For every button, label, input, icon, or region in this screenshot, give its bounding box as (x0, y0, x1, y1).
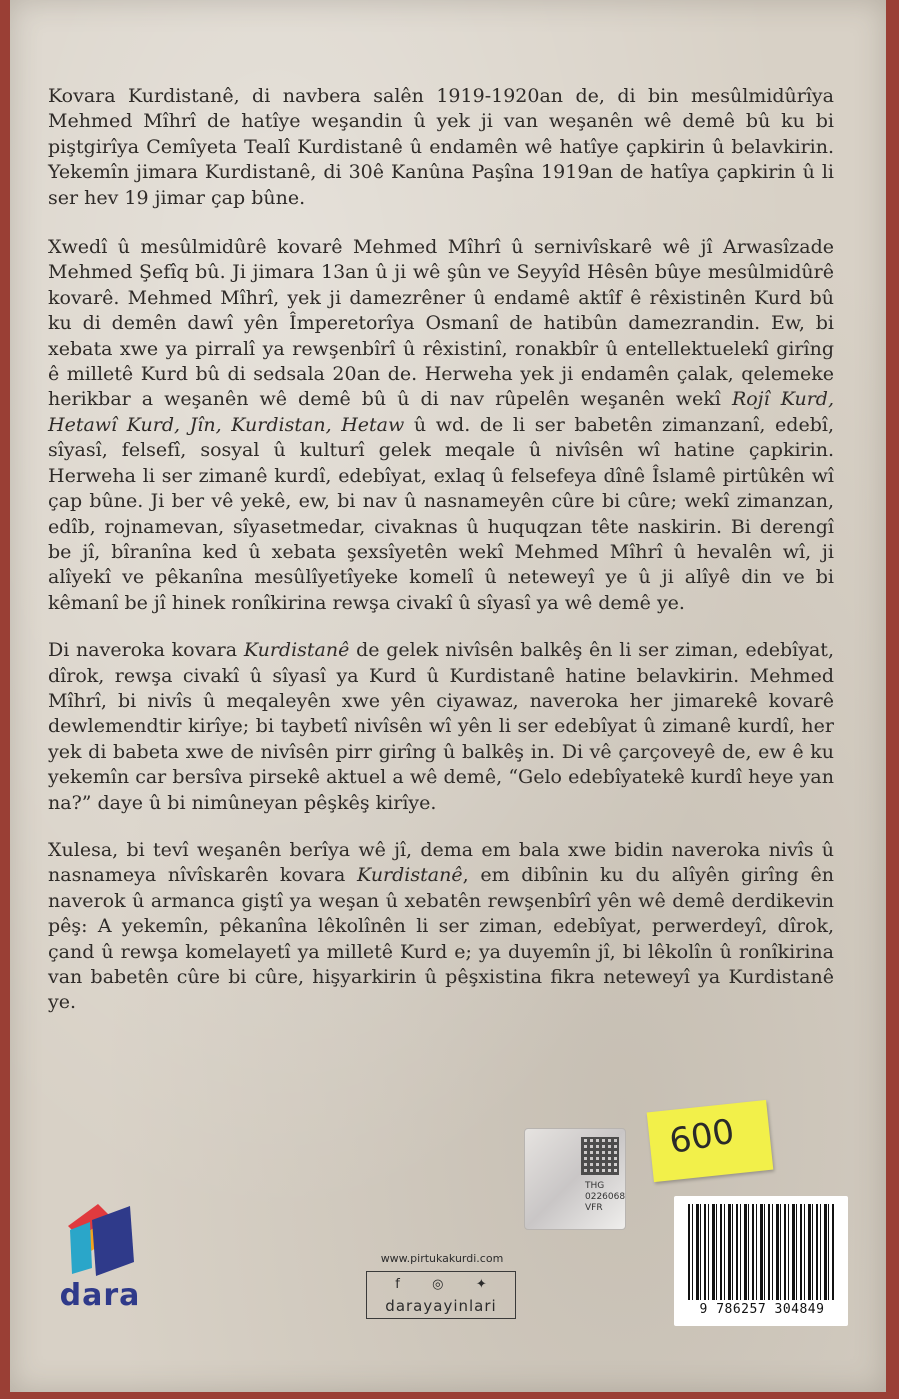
paragraph-2 (48, 235, 834, 616)
paragraph-3-after: de gelek nivîsên balkêş ên li ser ziman, edebîyat, dîrok, rewşa civakî û sîyasî ya Kurd û Kurdistanê hatine belavkirin. Mehmed Mîhrî, bi nivîs û meqaleyên xwe yên ciyawaz, naveroka her jimarekê kovarê dewlemendtir kirîye; bi taybetî nivîsên wî yên li ser edebîyat û zimanê kurdî, her yek di babeta xwe de nivîsên pirr girîng û balkêş in. Di vê çarçoveyê de, ew ê ku yekemîn car bersîva pirsekê aktuel a wê demê, “Gelo edebîyatekê kurdî heye yan na?” daye û bi nimûneyan pêşkêş kirîye. (48, 639, 834, 814)
isbn-digits: 9 786257 304849 (699, 1302, 825, 1317)
paragraph-1 (48, 84, 834, 211)
paragraph-4-after: , em dibînin ku du alîyên girîng ên naverok û armanca giştî ya weşan û xebatên rewşenbîrî yên wê demê derdikevin pêş: A yekemîn, pêkanîna lêkolînên li ser ziman, edebîyat, perwerdeyî, dîrok, çand û rewşa komelayetî ya milletê Kurd e; ya duyemîn jî, bi lêkolîn û ronîkirina van babetên cûre bi cûre, hişyarkirin û pêşxistina fikra neteweyî ya Kurdistanê ye. (48, 864, 835, 1014)
barcode-bars (688, 1204, 836, 1300)
dara-logo-icon (50, 1196, 150, 1282)
publisher-info (362, 1252, 522, 1319)
paragraph-2-italic: Rojî Kurd, Hetawî Kurd, Jîn, Kurdistan, Hetaw (48, 388, 834, 436)
paragraph-4-before: Xulesa, bi tevî weşanên berîya wê jî, dema em bala xwe bidin naveroka nivîs û nasnameya nîvîskarên kovara (48, 838, 834, 887)
facebook-icon: f (395, 1277, 400, 1292)
instagram-icon: ◎ (432, 1277, 444, 1292)
paragraph-4 (48, 838, 834, 1016)
qr-code-icon (581, 1137, 619, 1175)
paragraph-3-before: Di naveroka kovara (48, 639, 244, 662)
paragraph-4-italic: Kurdistanê (357, 864, 463, 887)
publisher-name: darayayinlari (385, 1297, 497, 1315)
hologram-text: THG 0226068 VFR (585, 1181, 626, 1213)
twitter-icon: ✦ (475, 1277, 487, 1292)
price-value: 600 (666, 1111, 738, 1163)
paragraph-2-before: Xwedî û mesûlmidûrê kovarê Mehmed Mîhrî û sernivîskarê wê jî Arwasîzade Mehmed Şefîq bû. Ji jimara 13an û ji wê şûn ve Seyyîd Hêsên bûye mesûlmidûrê kovarê. Mehmed Mîhrî, yek ji damezrêner û endamê aktîf ê rêxistinên Kurd bû ku di demên dawî yên Împeretorîya Osmanî de hatibûn damezrandin. Ew, bi xebata xwe ya pirralî ya rewşenbîrî û rêxistinî, ronakbîr û entellektuelekî girîng ê milletê Kurd bû di sedsala 20an de. Herweha yek ji endamên çalak, qelemeke herikbar a weşanên wê demê bû û di nav rûpelên weşanên wekî (48, 236, 834, 411)
paragraph-3-italic: Kurdistanê (243, 639, 350, 662)
book-back-cover (10, 0, 886, 1392)
barcode (674, 1196, 848, 1326)
publisher-logo (50, 1196, 150, 1326)
hologram-sticker (524, 1128, 626, 1230)
paragraph-2-after: û wd. de li ser babetên zimanzanî, edebî, sîyasî, felsefî, sosyal û kulturî gelek meqale û nivîsên wî hatine çapkirin. Herweha li ser zimanê kurdî, edebîyat, exlaq û felsefeya dînê Îslamê pirtûkên wî çap bûne. Ji ber vê yekê, ew, bi nav û nasnameyên cûre bi cûre; wekî zimanzan, edîb, rojnamevan, sîyasetmedar, civaknas û huquqzan tête naskirin. Bi derengî be jî, bîranîna ked û xebata şexsîyetên wekî Mehmed Mîhrî û hevalên wî, ji alîyekî ve pêkanîna mesûlîyetîyeke komelî û neteweyî ye û ji alîyê din ve bi kêmanî be jî hinek ronîkirina rewşa civakî û sîyasî ya wê demê ye. (48, 413, 834, 614)
publisher-box (366, 1271, 516, 1319)
logo-wordmark: dara (59, 1278, 141, 1313)
blurb-text (48, 84, 834, 1038)
price-tag (647, 1100, 774, 1182)
social-icons (379, 1277, 503, 1292)
publisher-url: www.pirtukakurdi.com (380, 1252, 504, 1265)
paragraph-1-text: Kovara Kurdistanê, di navbera salên 1919-1920an de, di bin mesûlmidûrîya Mehmed Mîhrî de hatîye weşandin û yek ji van weşanên wê demê bû ku bi piştgirîya Cemîyeta Tealî Kurdistanê û endamên wê hatîye çapkirin û belavkirin. Yekemîn jimara Kurdistanê, di 30ê Kanûna Paşîna 1919an de hatîya çapkirin û li ser hev 19 jimar çap bûne. (48, 85, 834, 209)
paragraph-3 (48, 638, 834, 816)
